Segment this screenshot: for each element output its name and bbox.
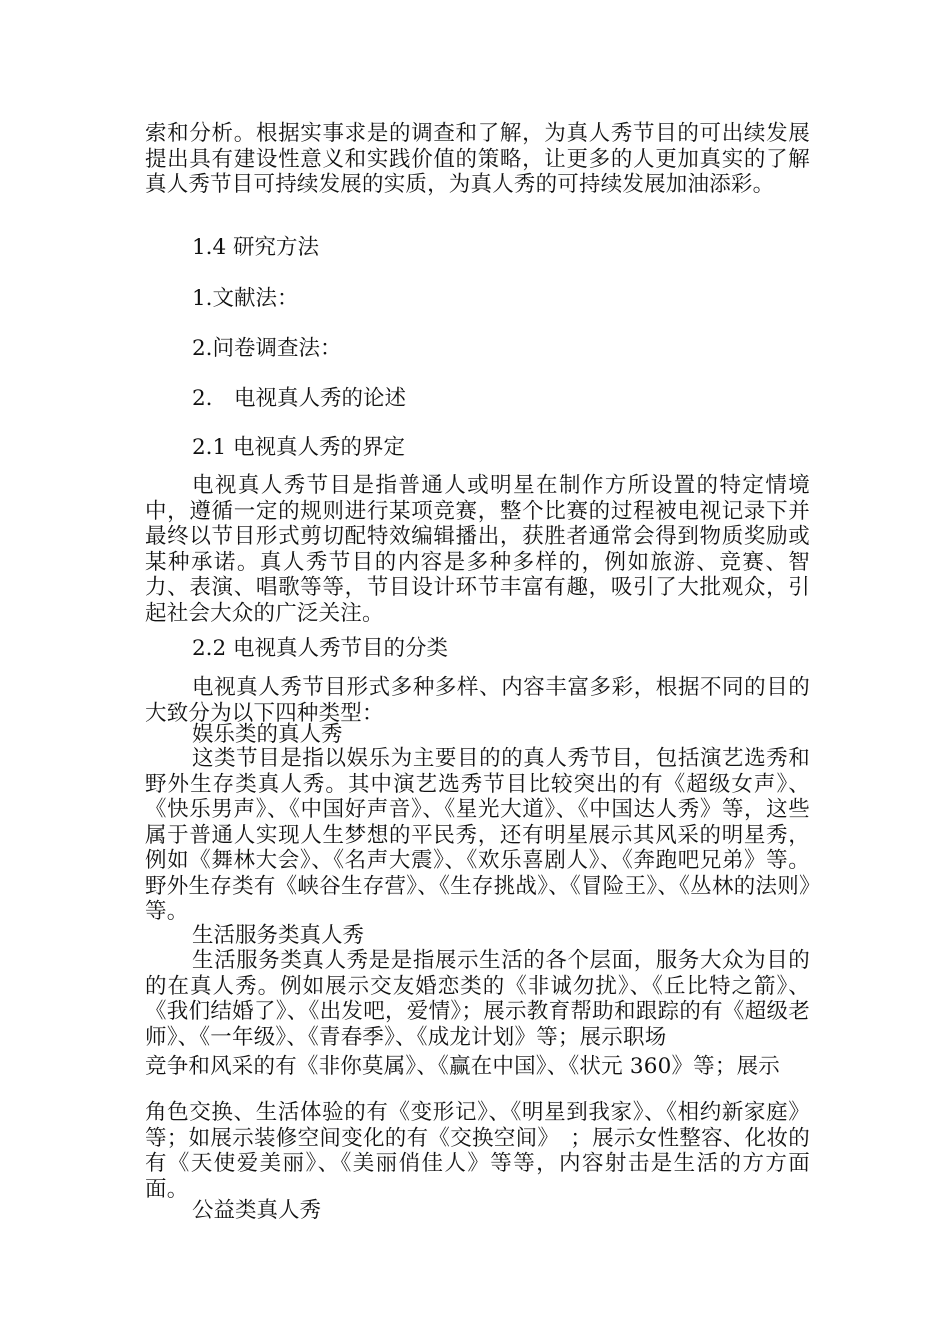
paragraph-entertainment: 这类节目是指以娱乐为主要目的的真人秀节目，包括演艺选秀和野外生存类真人秀。其中演艺选秀节目比较突出的有《超级女声》、《快乐男声》、《中国好声音》、《星光大道》、《中国达人秀》等，这些属于普通人实现人生梦想的平民秀，还有明星展示其风采的明星秀，例如《舞林大会》、《名声大震》、《欢乐喜剧人》、《奔跑吧兄弟》等。野外生存类有《峡谷生存营》、《生存挑战》、《冒险王》、《丛林的法则》等。 [145, 746, 810, 924]
section-heading-2-2: 2.2 电视真人秀节目的分类 [192, 636, 449, 661]
method-item-questionnaire: 2.问卷调查法： [192, 336, 342, 361]
paragraph-classification: 电视真人秀节目形式多种多样、内容丰富多彩，根据不同的目的大致分为以下四种类型： [145, 675, 810, 726]
subheading-life-service: 生活服务类真人秀 [192, 923, 365, 948]
paragraph-definition: 电视真人秀节目是指普通人或明星在制作方所设置的特定情境中，遵循一定的规则进行某项竞赛，整个比赛的过程被电视记录下并最终以节目形式剪切配特效编辑播出，获胜者通常会得到物质奖励或某种承诺。真人秀节目的内容是多种多样的，例如旅游、竞赛、智力、表演、唱歌等等，节目设计环节丰富有趣，吸引了大批观众，引起社会大众的广泛关注。 [145, 473, 810, 626]
paragraph-life-service-a: 生活服务类真人秀是是指展示生活的各个层面，服务大众为目的的在真人秀。例如展示交友婚恋类的《非诚勿扰》、《丘比特之箭》、《我们结婚了》、《出发吧，爱情》；展示教育帮助和跟踪的有《超级老师》、《一年级》、《青春季》、《成龙计划》等；展示职场 [145, 948, 810, 1050]
paragraph-life-service-c: 角色交换、生活体验的有《变形记》、《明星到我家》、《相约新家庭》等；如展示装修空间变化的有《交换空间》 ；展示女性整容、化妆的有《天使爱美丽》、《美丽俏佳人》等等，内容射击是生活的方方面面。 [145, 1100, 810, 1202]
section-heading-2: 2. 电视真人秀的论述 [192, 386, 407, 411]
paragraph-life-service-b: 竞争和风采的有《非你莫属》、《赢在中国》、《状元 360》等；展示 [145, 1054, 780, 1079]
section-heading-1-4: 1.4 研究方法 [192, 235, 320, 260]
section-heading-2-1: 2.1 电视真人秀的界定 [192, 435, 406, 460]
paragraph-continued: 索和分析。根据实事求是的调查和了解，为真人秀节目的可出续发展提出具有建设性意义和实践价值的策略，让更多的人更加真实的了解真人秀节目可持续发展的实质，为真人秀的可持续发展加油添彩。 [145, 121, 810, 197]
subheading-entertainment: 娱乐类的真人秀 [192, 722, 343, 747]
subheading-public-welfare: 公益类真人秀 [192, 1198, 322, 1223]
method-item-literature: 1.文献法： [192, 286, 299, 311]
